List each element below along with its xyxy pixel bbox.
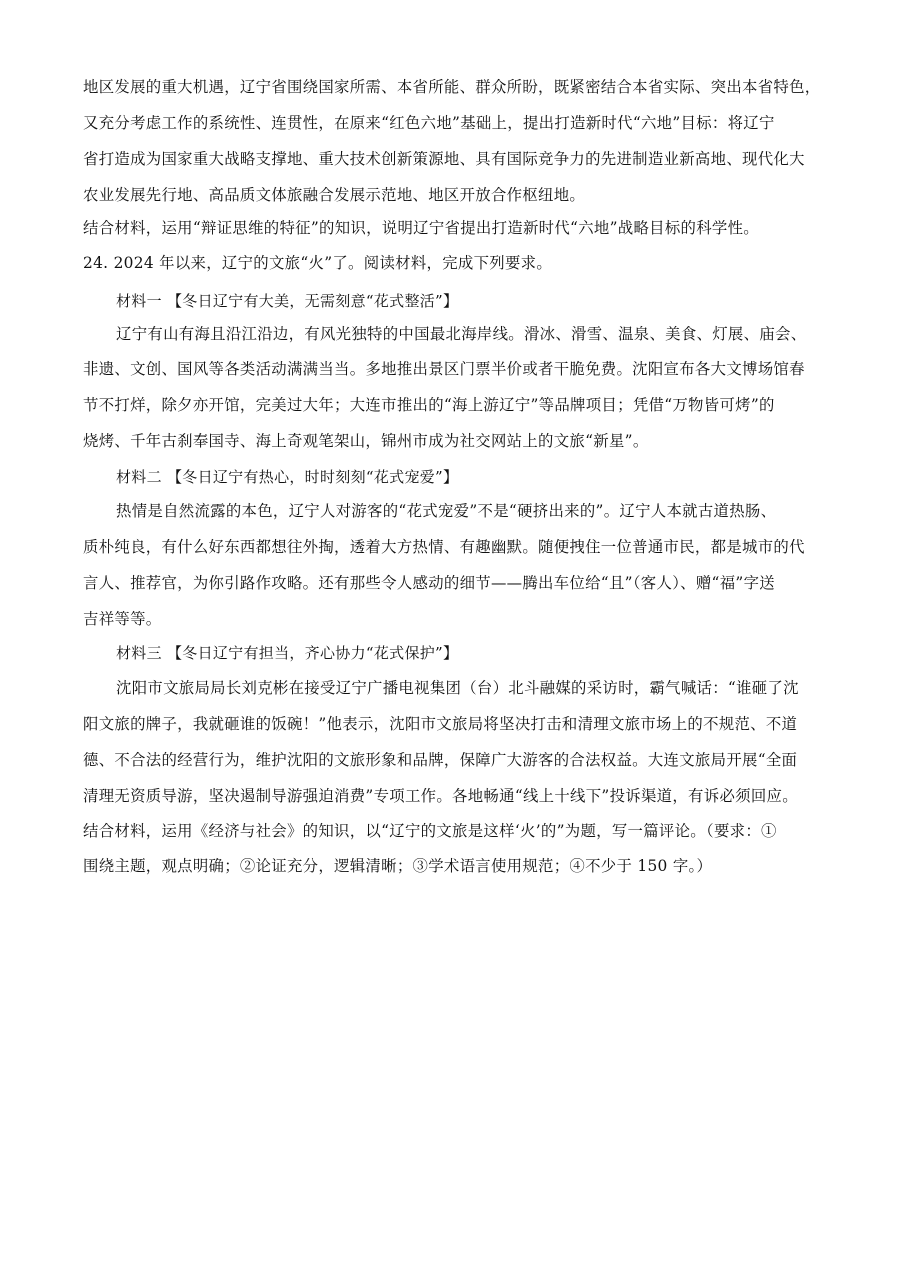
- question-24-title: 24. 2024 年以来，辽宁的文旅“火”了。阅读材料，完成下列要求。: [83, 254, 553, 272]
- material-3-line-3: 德、不合法的经营行为，维护沈阳的文旅形象和品牌，保障广大游客的合法权益。大连文旅局开展“全面: [83, 751, 798, 769]
- material-2-line-2: 质朴纯良，有什么好东西都想往外掏，透着大方热情、有趣幽默。随便拽住一位普通市民，都是城市的代: [83, 538, 805, 556]
- material-2-line-1: 热情是自然流露的本色，辽宁人对游客的“花式宠爱”不是“硬挤出来的”。辽宁人本就古道热肠、: [116, 502, 777, 520]
- question-24-prompt-line-1: 结合材料，运用《经济与社会》的知识，以“辽宁的文旅是这样‘火’的”为题，写一篇评论。（要求：①: [83, 822, 777, 840]
- material-3-line-1: 沈阳市文旅局局长刘克彬在接受辽宁广播电视集团（台）北斗融媒的采访时，霸气喊话：“谁砸了沈: [116, 679, 799, 697]
- intro-line-1: 地区发展的重大机遇，辽宁省围绕国家所需、本省所能、群众所盼，既紧密结合本省实际、突出本省特色，: [83, 78, 821, 96]
- material-3-line-4: 清理无资质导游，坚决遏制导游强迫消费”专项工作。各地畅通“线上十线下”投诉渠道，有诉必须回应。: [83, 787, 798, 805]
- material-3-heading: 材料三 【冬日辽宁有担当，齐心协力“花式保护”】: [116, 644, 459, 662]
- intro-line-2: 又充分考虑工作的系统性、连贯性，在原来“红色六地”基础上，提出打造新时代“六地”目标：将辽宁: [83, 114, 775, 132]
- intro-line-4: 农业发展先行地、高品质文体旅融合发展示范地、地区开放合作枢纽地。: [83, 186, 586, 204]
- material-2-line-4: 吉祥等等。: [83, 610, 162, 628]
- material-1-heading: 材料一 【冬日辽宁有大美，无需刻意“花式整活”】: [116, 292, 459, 310]
- material-1-line-4: 烧烤、千年古刹奉国寺、海上奇观笔架山，锦州市成为社交网站上的文旅“新星”。: [83, 432, 649, 450]
- material-2-line-3: 言人、推荐官，为你引路作攻略。还有那些令人感动的细节——腾出车位给“且”（客人）、赠“福”字送: [83, 574, 775, 592]
- material-1-line-1: 辽宁有山有海且沿江沿边，有风光独特的中国最北海岸线。滑冰、滑雪、温泉、美食、灯展、庙会、: [116, 325, 807, 343]
- material-2-heading: 材料二 【冬日辽宁有热心，时时刻刻“花式宠爱”】: [116, 468, 459, 486]
- question-24-prompt-line-2: 围绕主题，观点明确；②论证充分，逻辑清晰；③学术语言使用规范；④不少于 150 字。）: [83, 857, 713, 875]
- material-1-line-3: 节不打烊，除夕亦开馆，完美过大年；大连市推出的“海上游辽宁”等品牌项目；凭借“万物皆可烤”的: [83, 396, 775, 414]
- question-23-prompt: 结合材料，运用“辩证思维的特征”的知识，说明辽宁省提出打造新时代“六地”战略目标的科学性。: [83, 219, 759, 237]
- material-3-line-2: 阳文旅的牌子，我就砸谁的饭碗！”他表示，沈阳市文旅局将坚决打击和清理文旅市场上的不规范、不道: [83, 715, 798, 733]
- material-1-line-2: 非遗、文创、国风等各类活动满满当当。多地推出景区门票半价或者干脆免费。沈阳宣布各大文博场馆春: [83, 360, 805, 378]
- intro-line-3: 省打造成为国家重大战略支撑地、重大技术创新策源地、具有国际竞争力的先进制造业新高地、现代化大: [83, 150, 805, 168]
